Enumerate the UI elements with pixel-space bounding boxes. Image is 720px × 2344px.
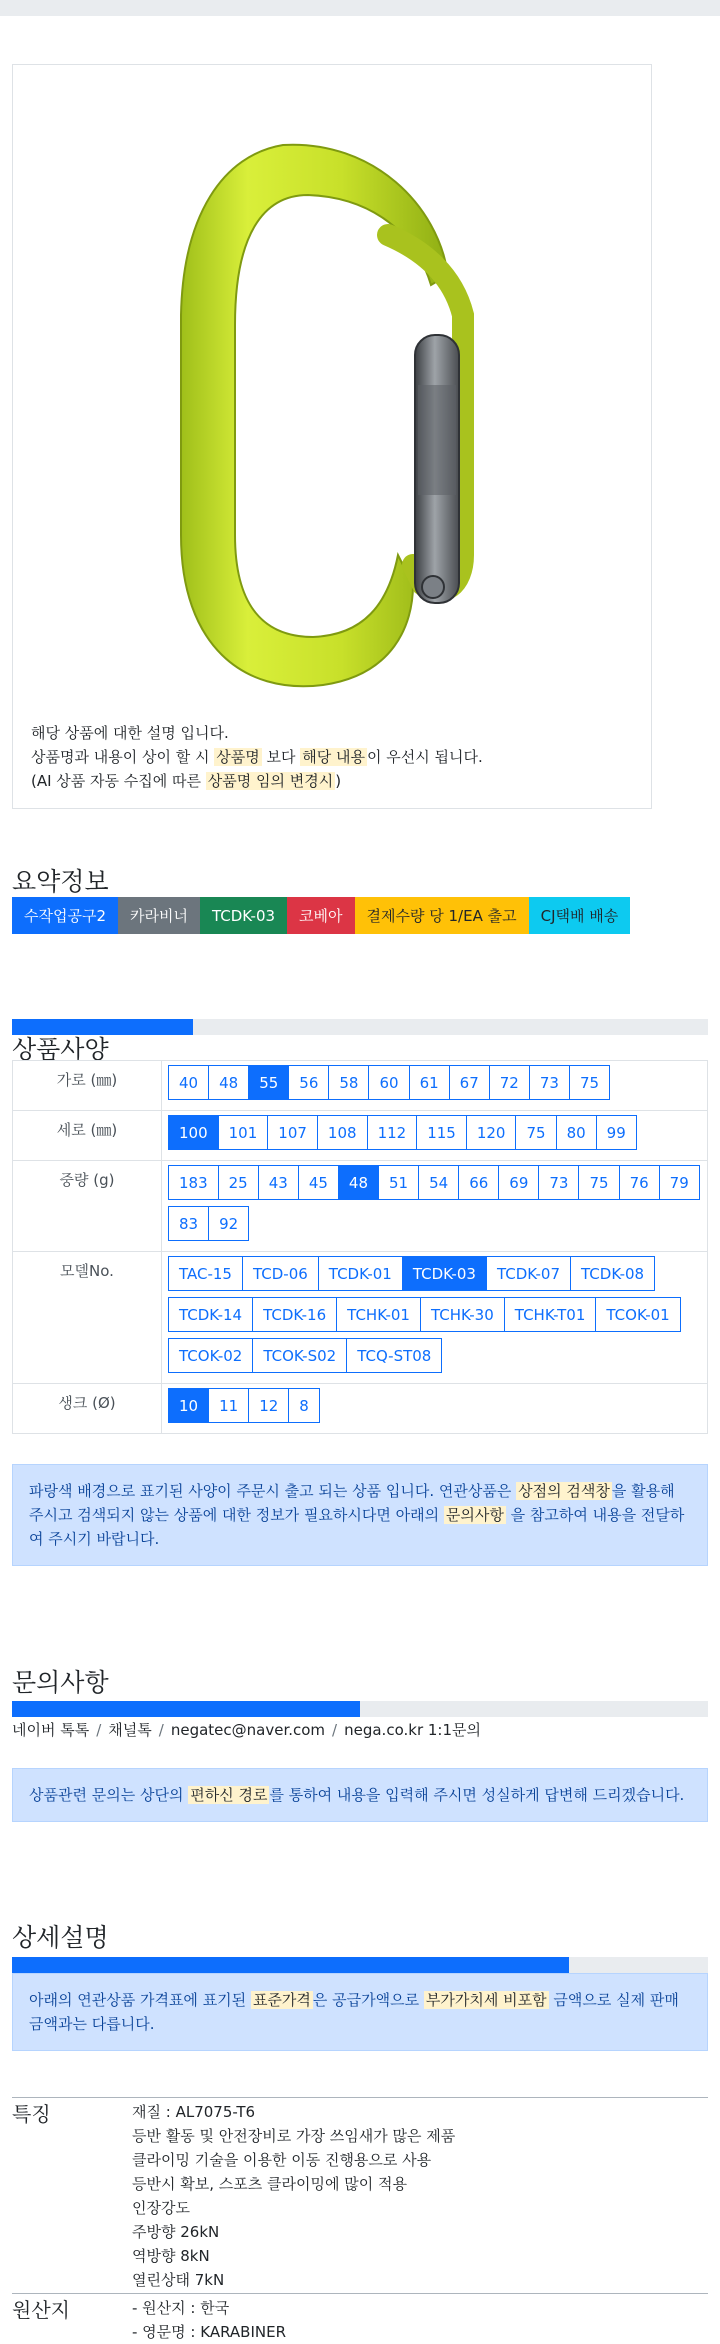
spec-label: 중량 (g) bbox=[13, 1161, 162, 1252]
origin-section bbox=[12, 2293, 708, 2341]
contact-list bbox=[12, 1719, 481, 1740]
spec-option[interactable]: 80 bbox=[556, 1115, 597, 1150]
spec-label: 모델No. bbox=[13, 1252, 162, 1384]
top-bar bbox=[0, 0, 720, 16]
spec-option-selected[interactable]: 100 bbox=[168, 1115, 219, 1150]
spec-option[interactable]: 112 bbox=[367, 1115, 418, 1150]
spec-row bbox=[13, 1252, 708, 1384]
contact-link[interactable]: 네이버 톡톡 bbox=[12, 1721, 90, 1739]
feature-line: 인장강도 bbox=[132, 2199, 190, 2217]
spec-label: 세로 (㎜) bbox=[13, 1111, 162, 1161]
spec-option[interactable]: 25 bbox=[218, 1165, 259, 1200]
origin-list bbox=[132, 2296, 286, 2344]
summary-badge: 결제수량 당 1/EA 출고 bbox=[355, 897, 529, 934]
contact-link[interactable]: nega.co.kr 1:1문의 bbox=[344, 1721, 481, 1739]
feature-line: 재질 : AL7075-T6 bbox=[132, 2103, 256, 2121]
product-image-card bbox=[12, 64, 652, 809]
summary-badge: CJ택배 배송 bbox=[529, 897, 631, 934]
spec-row bbox=[13, 1061, 708, 1111]
spec-option[interactable]: TCD-06 bbox=[242, 1256, 319, 1291]
separator: / bbox=[332, 1721, 338, 1739]
spec-option[interactable]: TCDK-14 bbox=[168, 1297, 253, 1332]
origin-label: 원산지 bbox=[12, 2298, 70, 2322]
spec-notice: 파랑색 배경으로 표기된 사양이 주문시 출고 되는 상품 입니다. 연관상품은 상점의 검색창 을 활용해 주시고 검색되지 않는 상품에 대한 정보가 필요하시다면 아래의 문의사항 을 참고하여 내용을 전달하여 주시기 바랍니다. bbox=[12, 1464, 708, 1566]
spec-option-selected[interactable]: 55 bbox=[248, 1065, 289, 1100]
feature-line: 주방향 26kN bbox=[132, 2223, 220, 2241]
spec-table bbox=[12, 1060, 708, 1434]
inquiry-progress bbox=[12, 1701, 708, 1717]
spec-option[interactable]: 75 bbox=[578, 1165, 619, 1200]
spec-option[interactable]: TCHK-30 bbox=[420, 1297, 505, 1332]
spec-option-selected[interactable]: TCDK-03 bbox=[402, 1256, 487, 1291]
separator: / bbox=[96, 1721, 102, 1739]
spec-label: 생크 (Ø) bbox=[13, 1384, 162, 1434]
spec-option[interactable]: 108 bbox=[317, 1115, 368, 1150]
spec-option[interactable]: 11 bbox=[208, 1388, 249, 1423]
spec-option[interactable]: 61 bbox=[409, 1065, 450, 1100]
separator: / bbox=[158, 1721, 164, 1739]
spec-option[interactable]: 66 bbox=[458, 1165, 499, 1200]
spec-label: 가로 (㎜) bbox=[13, 1061, 162, 1111]
spec-option[interactable]: 75 bbox=[569, 1065, 610, 1100]
detail-notice: 아래의 연관상품 가격표에 표기된 표준가격 은 공급가액으로 부가가치세 비포함 금액으로 실제 판매금액과는 다릅니다. bbox=[12, 1973, 708, 2051]
summary-badges bbox=[12, 897, 630, 934]
spec-option[interactable]: 54 bbox=[418, 1165, 459, 1200]
spec-row bbox=[13, 1161, 708, 1252]
spec-option[interactable]: 79 bbox=[659, 1165, 700, 1200]
summary-badge: 카라비너 bbox=[118, 897, 200, 934]
feature-line: 열린상태 7kN bbox=[132, 2271, 225, 2289]
origin-line: - 영문명 : KARABINER bbox=[132, 2323, 286, 2341]
spec-option[interactable]: 8 bbox=[288, 1388, 320, 1423]
feature-line: 클라이밍 기술을 이용한 이동 진행용으로 사용 bbox=[132, 2151, 432, 2169]
detail-progress bbox=[12, 1957, 708, 1973]
spec-progress bbox=[12, 1019, 708, 1035]
spec-option-selected[interactable]: 48 bbox=[338, 1165, 379, 1200]
spec-option[interactable]: 73 bbox=[529, 1065, 570, 1100]
inquiry-title: 문의사항 bbox=[12, 1668, 109, 1697]
feature-line: 등반시 확보, 스포츠 클라이밍에 많이 적용 bbox=[132, 2175, 407, 2193]
feature-line: 등반 활동 및 안전장비로 가장 쓰임새가 많은 제품 bbox=[132, 2127, 456, 2145]
spec-option[interactable]: 67 bbox=[449, 1065, 490, 1100]
spec-option[interactable]: 58 bbox=[328, 1065, 369, 1100]
spec-option[interactable]: 69 bbox=[498, 1165, 539, 1200]
spec-option[interactable]: TAC-15 bbox=[168, 1256, 243, 1291]
spec-option[interactable]: 40 bbox=[168, 1065, 209, 1100]
spec-title: 상품사양 bbox=[12, 1035, 109, 1064]
summary-badge: 수작업공구2 bbox=[12, 897, 118, 934]
spec-option[interactable]: 12 bbox=[248, 1388, 289, 1423]
spec-option[interactable]: TCQ-ST08 bbox=[346, 1338, 442, 1373]
spec-option[interactable]: 60 bbox=[368, 1065, 409, 1100]
summary-badge: TCDK-03 bbox=[200, 897, 287, 934]
inquiry-notice: 상품관련 문의는 상단의 편하신 경로 를 통하여 내용을 입력해 주시면 성실하게 답변해 드리겠습니다. bbox=[12, 1768, 708, 1822]
spec-option[interactable]: TCHK-T01 bbox=[504, 1297, 597, 1332]
features-label: 특징 bbox=[12, 2102, 51, 2126]
spec-option[interactable]: TCDK-01 bbox=[318, 1256, 403, 1291]
spec-option[interactable]: TCOK-S02 bbox=[252, 1338, 347, 1373]
carabiner-image bbox=[163, 85, 523, 705]
spec-option[interactable]: 75 bbox=[515, 1115, 556, 1150]
spec-option[interactable]: TCDK-16 bbox=[252, 1297, 337, 1332]
spec-option[interactable]: TCDK-07 bbox=[486, 1256, 571, 1291]
description-line-1: 해당 상품에 대한 설명 입니다. bbox=[31, 724, 229, 742]
spec-option[interactable]: 76 bbox=[619, 1165, 660, 1200]
spec-option[interactable]: 120 bbox=[466, 1115, 517, 1150]
spec-option[interactable]: 115 bbox=[416, 1115, 467, 1150]
summary-badge: 코베아 bbox=[287, 897, 354, 934]
spec-option[interactable]: TCHK-01 bbox=[336, 1297, 421, 1332]
contact-link[interactable]: 채널톡 bbox=[108, 1721, 152, 1739]
spec-option[interactable]: 183 bbox=[168, 1165, 219, 1200]
description-line-3: (AI 상품 자동 수집에 따른 상품명 임의 변경시 ) bbox=[31, 772, 342, 790]
spec-row bbox=[13, 1384, 708, 1434]
summary-title: 요약정보 bbox=[12, 867, 109, 896]
spec-option[interactable]: 107 bbox=[267, 1115, 318, 1150]
spec-option[interactable]: 101 bbox=[218, 1115, 269, 1150]
feature-line: 역방향 8kN bbox=[132, 2247, 210, 2265]
spec-option[interactable]: TCOK-02 bbox=[168, 1338, 253, 1373]
spec-option[interactable]: 72 bbox=[489, 1065, 530, 1100]
spec-option[interactable]: 56 bbox=[288, 1065, 329, 1100]
spec-option[interactable]: 99 bbox=[596, 1115, 637, 1150]
spec-option[interactable]: 83 bbox=[168, 1206, 209, 1241]
origin-line: - 원산지 : 한국 bbox=[132, 2299, 230, 2317]
spec-option[interactable]: TCDK-08 bbox=[570, 1256, 655, 1291]
features-list bbox=[132, 2100, 455, 2292]
spec-option-selected[interactable]: 10 bbox=[168, 1388, 209, 1423]
product-description bbox=[31, 721, 483, 793]
spec-row bbox=[13, 1111, 708, 1161]
spec-option[interactable]: 51 bbox=[378, 1165, 419, 1200]
spec-option[interactable]: 73 bbox=[538, 1165, 579, 1200]
spec-option[interactable]: 43 bbox=[258, 1165, 299, 1200]
spec-option[interactable]: 48 bbox=[208, 1065, 249, 1100]
detail-title: 상세설명 bbox=[12, 1923, 109, 1952]
spec-option[interactable]: TCOK-01 bbox=[595, 1297, 680, 1332]
spec-option[interactable]: 92 bbox=[208, 1206, 249, 1241]
description-line-2: 상품명과 내용이 상이 할 시 상품명 보다 해당 내용 이 우선시 됩니다. bbox=[31, 748, 483, 766]
contact-link[interactable]: negatec@naver.com bbox=[170, 1721, 326, 1739]
spec-option[interactable]: 45 bbox=[298, 1165, 339, 1200]
features-section bbox=[12, 2097, 708, 2294]
